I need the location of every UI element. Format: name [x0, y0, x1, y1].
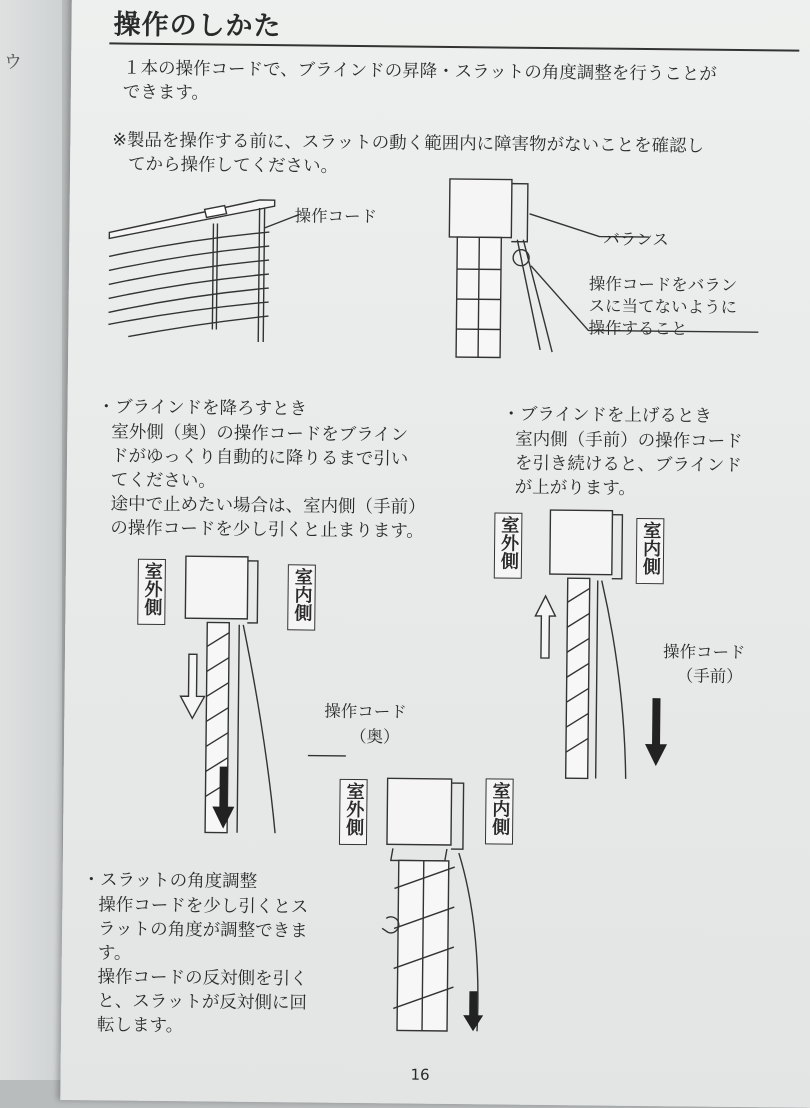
cord-label-back: 操作コード	[324, 698, 407, 723]
caution-line-2: スに当てないように	[589, 292, 738, 318]
title-underline	[109, 42, 799, 51]
note-line-1: ※製品を操作する前に、スラットの動く範囲内に障害物がないことを確認し	[112, 128, 704, 158]
raise-line: を引き続けると、ブラインド	[515, 452, 742, 478]
outdoor-text: 室外側	[497, 515, 521, 569]
cord-label-back-sub: （奥）	[350, 723, 400, 748]
raise-heading: ・ブラインドを上げるとき	[502, 403, 712, 429]
outdoor-text: 室外側	[342, 782, 366, 836]
cord-label-front: 操作コード	[663, 638, 746, 663]
adjacent-page-fragment: ウ	[4, 48, 22, 74]
note-line-2: てから操作してください。	[128, 153, 338, 179]
valance-label: バランス	[603, 226, 669, 251]
tilt-line: 転します。	[97, 1013, 183, 1038]
tilt-line: 操作コードの反対側を引く	[97, 965, 307, 991]
caution-line-1: 操作コードをバラン	[589, 270, 738, 296]
raise-line: が上がります。	[515, 476, 636, 501]
intro-line-2: できます。	[123, 81, 209, 106]
lower-line: ドがゆっくり自動的に降りるまで引い	[111, 444, 409, 471]
lower-line: の操作コードを少し引くと止まります。	[110, 516, 424, 543]
lower-line: 途中で止めたい場合は、室内側（手前）	[110, 492, 425, 519]
indoor-text: 室内側	[488, 781, 512, 835]
page-title: 操作のしかた	[113, 2, 281, 43]
outdoor-side-label	[137, 559, 166, 625]
indoor-text: 室内側	[290, 567, 314, 621]
outdoor-text: 室外側	[140, 562, 164, 616]
intro-line-1: １本の操作コードで、ブラインドの昇降・スラットの角度調整を行うことが	[123, 57, 717, 87]
lower-line: 室外側（奥）の操作コードをブライン	[111, 420, 408, 447]
tilt-illustration	[373, 778, 516, 1049]
tilt-line: 操作コードを少し引くとス	[98, 893, 308, 919]
manual-page	[60, 0, 810, 1108]
tilt-line: す。	[98, 941, 132, 965]
raising-illustration	[534, 510, 657, 791]
outdoor-side-label	[494, 512, 523, 578]
lower-heading: ・ブラインドを降ろすとき	[97, 395, 307, 421]
lower-line: てください。	[111, 468, 216, 493]
cord-label: 操作コード	[294, 202, 377, 227]
caution-line-3: 操作すること	[588, 314, 687, 339]
tilt-line: ラットの角度が調整できま	[98, 917, 308, 943]
indoor-text: 室内側	[639, 521, 663, 575]
adjacent-page-edge	[0, 0, 62, 1080]
raise-line: 室内側（手前）の操作コード	[515, 428, 743, 454]
page-number: 16	[410, 1066, 429, 1084]
cord-label-front-sub: （手前）	[677, 662, 743, 687]
tilt-heading: ・スラットの角度調整	[82, 868, 257, 894]
outdoor-side-label	[339, 779, 368, 845]
tilt-line: と、スラットが反対側に回	[97, 989, 307, 1015]
down-arrow-icon	[644, 698, 669, 768]
